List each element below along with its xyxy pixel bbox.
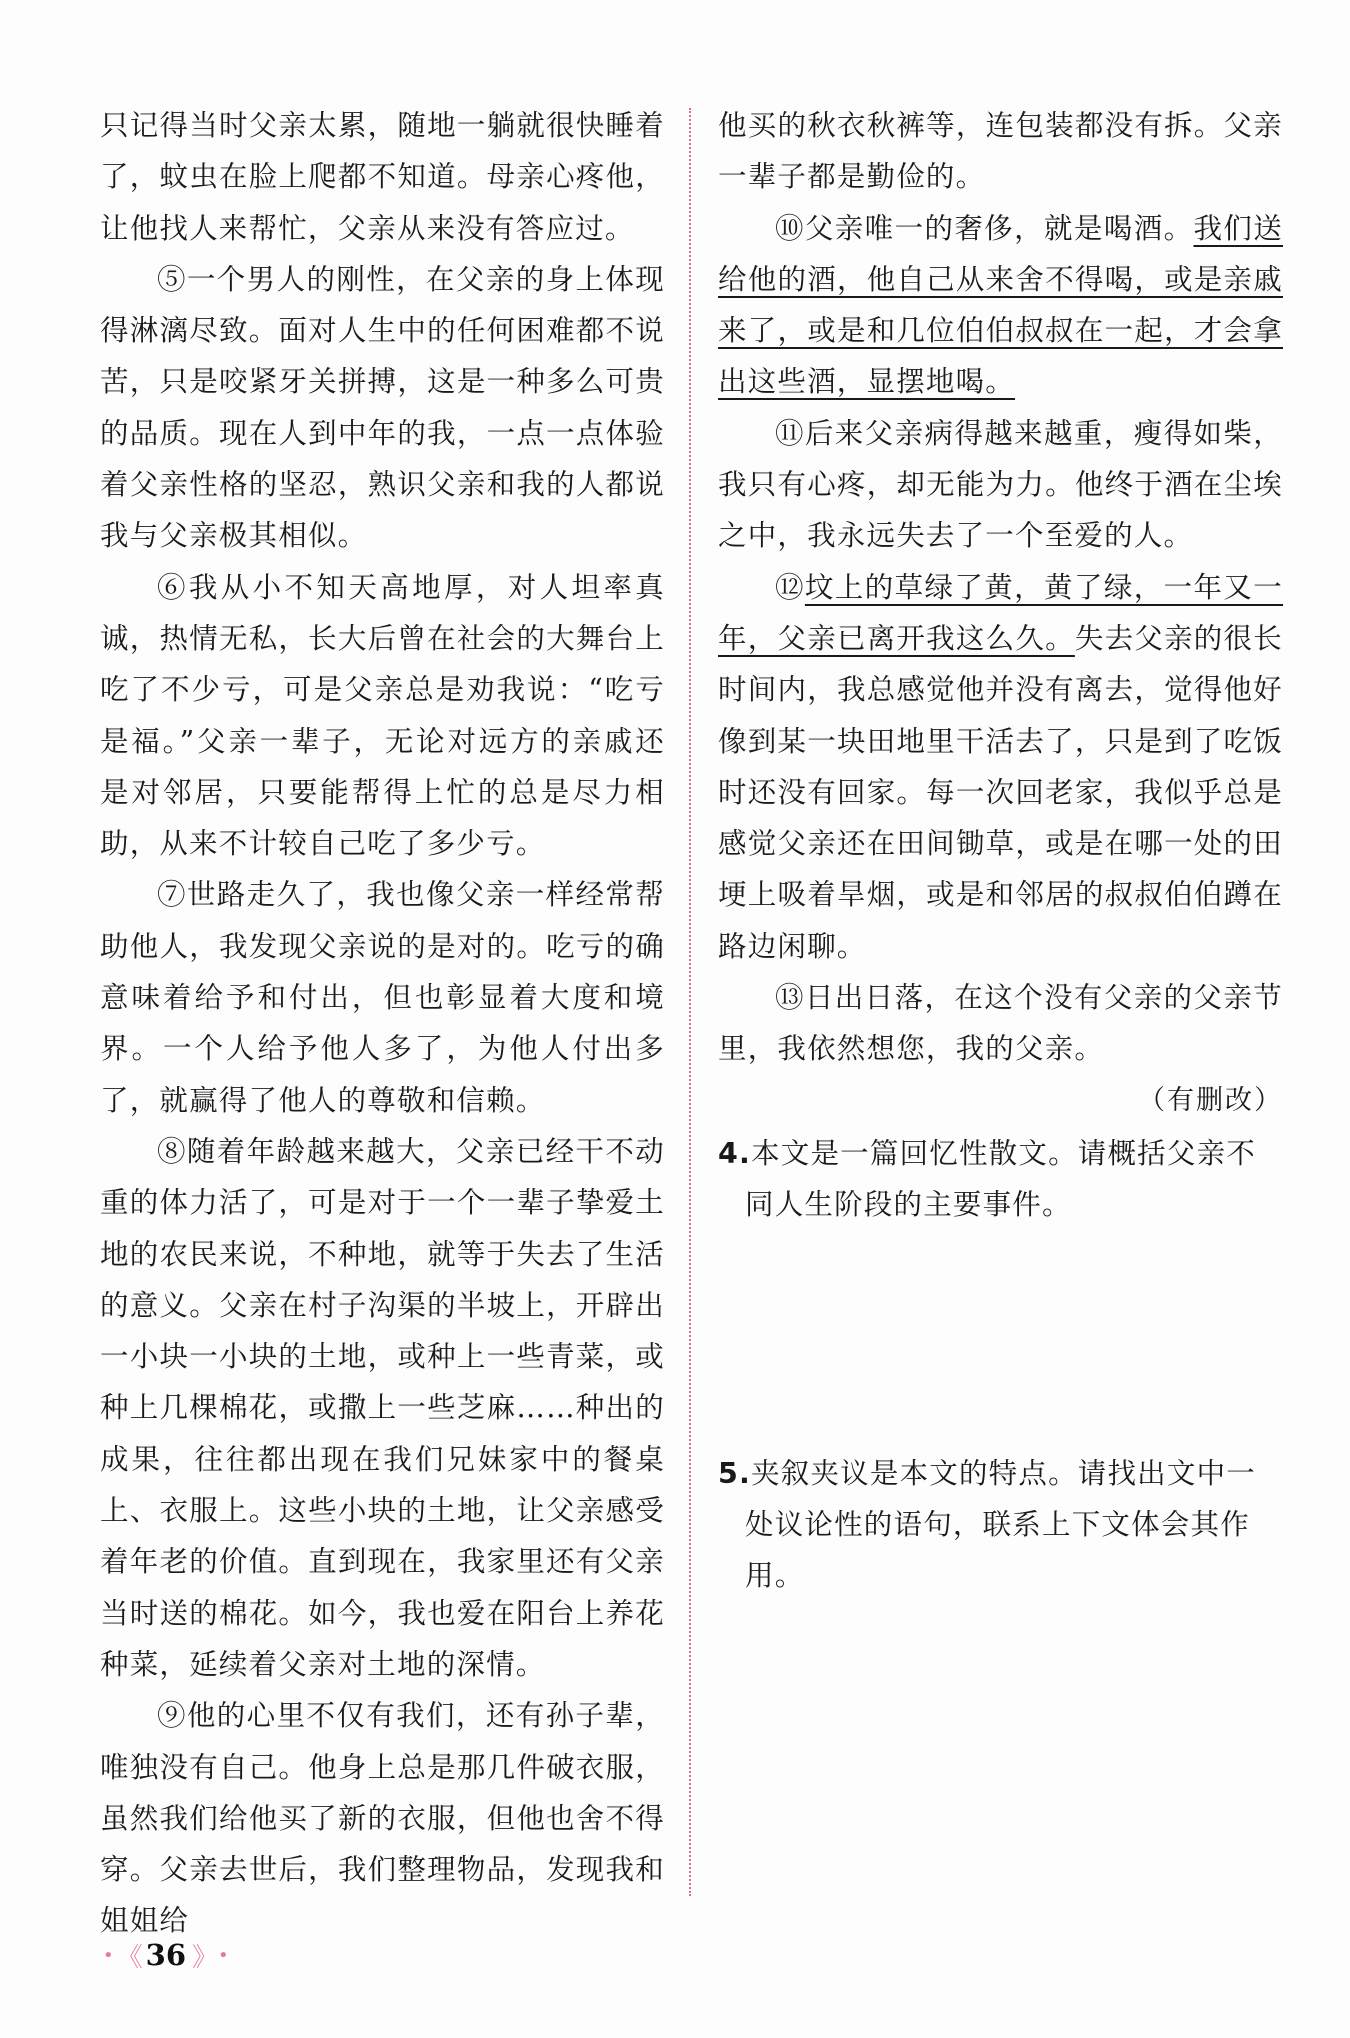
question-5-text: 夹叙夹议是本文的特点。请找出文中一处议论性的语句，联系上下文体会其作用。: [745, 1456, 1256, 1592]
question-5: [718, 1448, 1283, 1601]
paragraph-10: [718, 203, 1283, 408]
dot-icon: •: [103, 1944, 114, 1966]
paragraph-7: ⑦世路走久了，我也像父亲一样经常帮助他人，我发现父亲说的是对的。吃亏的确意味着给予和付出，但也彰显着大度和境界。一个人给予他人多了，为他人付出多了，就赢得了他人的尊敬和信赖。: [100, 878, 665, 1117]
paragraph-6: ⑥我从小不知天高地厚，对人坦率真诚，热情无私，长大后曾在社会的大舞台上吃了不少亏，可是父亲总是劝我说：“吃亏是福。”父亲一辈子，无论对远方的亲戚还是对邻居，只要能帮得上忙的总是尽力相助，从来不计较自己吃了多少亏。: [100, 570, 665, 861]
question-4: [718, 1128, 1283, 1230]
paragraph-10-text: ⑩父亲唯一的奢侈，就是喝酒。: [775, 211, 1194, 245]
paragraph-12-underlined: 坟上的草绿了黄，黄了绿，一年又一年，父亲已离开我这么久。: [718, 570, 1284, 655]
paragraph-9-end: 他买的秋衣秋裤等，连包装都没有拆。父亲一辈子都是勤俭的。: [718, 109, 1283, 194]
dot-icon: •: [218, 1944, 229, 1966]
double-chevron-right-icon: 》: [192, 1942, 216, 1973]
paragraph-11: ⑪后来父亲病得越来越重，瘦得如柴，我只有心疼，却无能为力。他终于酒在尘埃之中，我永远失去了一个至爱的人。: [718, 416, 1283, 553]
left-column: [100, 100, 665, 1947]
double-chevron-left-icon: 《: [116, 1942, 140, 1973]
paragraph-12: [718, 562, 1283, 972]
paragraph-10-underlined: 我们送给他的酒，他自己从来舍不得喝，或是亲戚来了，或是和几位伯伯叔叔在一起，才会拿出这些酒，显摆地喝。: [718, 211, 1283, 399]
paragraph-9: ⑨他的心里不仅有我们，还有孙子辈，唯独没有自己。他身上总是那几件破衣服，虽然我们给他买了新的衣服，但他也舍不得穿。父亲去世后，我们整理物品，发现我和姐姐给: [100, 1699, 665, 1938]
page-number: 36: [145, 1938, 186, 1972]
right-column: [718, 100, 1283, 1601]
paragraph-4-end: 只记得当时父亲太累，随地一躺就很快睡着了，蚊虫在脸上爬都不知道。母亲心疼他，让他找人来帮忙，父亲从来没有答应过。: [100, 109, 665, 245]
paragraph-13: ⑬日出日落，在这个没有父亲的父亲节里，我依然想您，我的父亲。: [718, 981, 1283, 1066]
question-4-text: 本文是一篇回忆性散文。请概括父亲不同人生阶段的主要事件。: [745, 1136, 1256, 1221]
paragraph-12-number: ⑫: [775, 570, 805, 604]
paragraph-8: ⑧随着年龄越来越大，父亲已经干不动重的体力活了，可是对于一个一辈子挚爱土地的农民来说，不种地，就等于失去了生活的意义。父亲在村子沟渠的半坡上，开辟出一小块一小块的土地，或种上一些青菜，或种上几棵棉花，或撒上一些芝麻……种出的成果，往往都出现在我们兄妹家中的餐桌上、衣服上。这些小块的土地，让父亲感受着年老的价值。直到现在，我家里还有父亲当时送的棉花。如今，我也爱在阳台上养花种菜，延续着父亲对土地的深情。: [100, 1134, 665, 1681]
page-number-badge: [100, 1935, 232, 1975]
paragraph-12-text: 失去父亲的很长时间内，我总感觉他并没有离去，觉得他好像到某一块田地里干活去了，只是到了吃饭时还没有回家。每一次回老家，我似乎总是感觉父亲还在田间锄草，或是在哪一处的田埂上吸着旱烟，或是和邻居的叔叔伯伯蹲在路边闲聊。: [718, 621, 1283, 963]
question-5-number: 5.: [718, 1456, 752, 1490]
column-divider: [689, 108, 691, 1896]
paragraph-5: ⑤一个男人的刚性，在父亲的身上体现得淋漓尽致。面对人生中的任何困难都不说苦，只是咬紧牙关拼搏，这是一种多么可贵的品质。现在人到中年的我，一点一点体验着父亲性格的坚忍，熟识父亲和我的人都说我与父亲极其相似。: [100, 262, 665, 553]
question-4-number: 4.: [718, 1136, 752, 1170]
source-note: （有删改）: [1138, 1084, 1283, 1116]
